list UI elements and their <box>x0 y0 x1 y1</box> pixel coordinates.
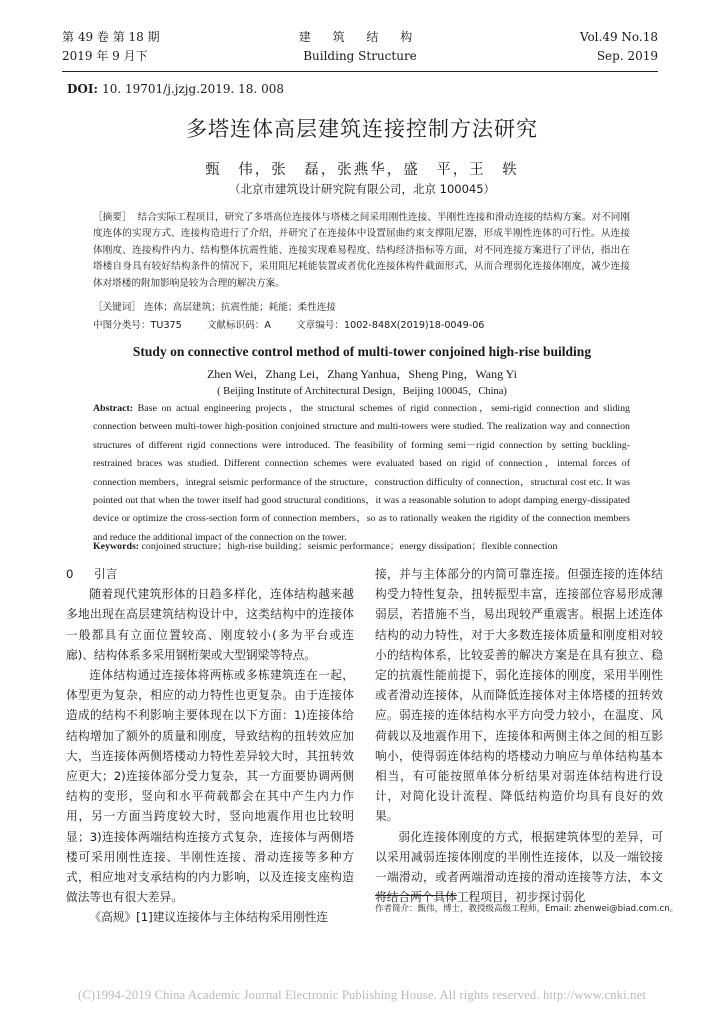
document-code: 文献标识码：A <box>206 320 271 331</box>
body-paragraph: 《高规》[1]建议连接体与主体结构采用刚性连 <box>89 910 329 925</box>
keywords-en-text: conjoined structure；high-rise building；seismic performance；energy dissipation；flexible connection <box>141 541 558 552</box>
issue-date-en: Sep. 2019 <box>596 49 658 63</box>
footnote-rule <box>375 895 457 896</box>
issue-date-cn: 2019 年 9 月下 <box>62 49 148 63</box>
journal-name-cn: 建 筑 结 构 <box>298 30 422 44</box>
keywords-cn-label: ［关键词］ <box>93 302 141 313</box>
article-number: 文章编号：1002-848X(2019)18-0049-06 <box>296 320 485 331</box>
keywords-en <box>93 538 634 552</box>
authors-en: Zhen Wei，Zhang Lei，Zhang Yanhua，Sheng Ping，Wang Yi <box>206 367 518 381</box>
copyright-watermark: (C)1994-2019 China Academic Journal Electronic Publishing House. All rights reserved. http://www.cnki.net <box>77 988 646 1002</box>
journal-name-en: Building Structure <box>303 49 417 63</box>
body-column-right <box>375 564 663 907</box>
body-column-left <box>66 564 354 928</box>
body-paragraph: 接，并与主体部分的内筒可靠连接。但强连接的连体结构受力特性复杂，扭转振型丰富，连接部位容易形成薄弱层，若措施不当，易出现较严重震害。根据上述连体结构的动力特性，对于大多数连接体质量和刚度相对较小的结构体系，比较妥善的解决方案是在具有独立、稳定的抗震性能前提下，弱化连接体的刚度，采用半刚性或者滑动连接体，从而降低连接体对主体塔楼的扭转效应。弱连接的连体结构水平方向受力较小，在温度、风荷载以及地震作用下，连接体和两侧主体之间的相互影响小，使得弱连体结构的塔楼动力响应与单体结构基本相当，有可能按照单体分析结果对弱连体结构进行设计，对简化设计流程、降低结构造价均具有良好的效果。 <box>375 567 663 824</box>
keywords-cn-text: 连体；高层建筑；抗震性能；耗能；柔性连接 <box>144 302 336 313</box>
affiliation-cn: （北京市建筑设计研究院有限公司，北京 100045） <box>228 182 496 196</box>
keywords-cn <box>93 299 336 313</box>
abstract-en-label: Abstract: <box>93 403 134 414</box>
authors-cn: 甄 伟，张 磊，张燕华，盛 平，王 轶 <box>205 162 519 178</box>
issue-volume: 第 49 卷 第 18 期 <box>62 30 160 44</box>
doi-label: DOI: <box>67 82 98 96</box>
affiliation-en: ( Beijing Institute of Architectural Design，Beijing 100045，China) <box>217 386 507 397</box>
body-paragraph: 连体结构通过连接体将两栋或多栋建筑连在一起，体型更为复杂，相应的动力特性也更复杂。由于连接体造成的结构不利影响主要体现在以下方面：1)连接体给结构增加了额外的质量和刚度，导致结构的扭转效应加大，当连接体两侧塔楼动力特性差异较大时，其扭转效应更大；2)连接体部分受力复杂，其一方面要协调两侧结构的变形，竖向和水平荷载都会在其中产生内力作用，另一方面当跨度较大时，竖向地震作用也比较明显；3)连接体两端结构连接方式复杂，连接体与两侧塔楼可采用刚性连接、半刚性连接、滑动连接等多种方式，相应地对支承结构的内力影响，以及连接支座构造做法等也有很大差异。 <box>66 668 354 905</box>
abstract-en <box>93 400 630 547</box>
author-footnote: 作者简介：甄伟，博士，教授级高级工程师，Email: zhenwei@biad.com.cn。 <box>375 904 679 914</box>
clc-number: 中图分类号：TU375 <box>93 320 182 331</box>
doi <box>67 82 284 96</box>
running-header <box>62 28 658 74</box>
section-heading <box>66 564 354 584</box>
doi-value: 10. 19701/j.jzjg.2019. 18. 008 <box>102 82 284 96</box>
section-title: 引言 <box>94 567 118 581</box>
body-paragraph: 随着现代建筑形体的日趋多样化，连体结构越来越多地出现在高层建筑结构设计中，这类结构中的连接体一般都具有立面位置较高、刚度较小(多为平台或连廊)、结构体系多采用钢桁架或大型钢梁等特点。 <box>66 587 354 662</box>
abstract-cn-label: ［摘要］ <box>93 212 132 223</box>
article-title-cn: 多塔连体高层建筑连接控制方法研究 <box>186 117 538 141</box>
abstract-cn <box>93 210 630 292</box>
journal-name <box>62 28 658 66</box>
keywords-en-label: Keywords: <box>93 541 140 552</box>
classification-line <box>93 317 630 331</box>
issue-info-en <box>580 28 658 66</box>
body-paragraph: 弱化连接体刚度的方式，根据建筑体型的差异，可以采用减弱连接体刚度的半刚性连接体，以及一端铰接一端滑动，或者两端滑动连接的滑动连接等方法，本文将结合两个具体工程项目，初步探讨弱化 <box>375 829 663 905</box>
abstract-cn-text: 结合实际工程项目，研究了多塔高位连接体与塔楼之间采用刚性连接、半刚性连接和滑动连接的结构方案。对不同刚度连体的实现方式、连接构造进行了介绍，并研究了在连接体中设置屈曲约束支撑阻尼器，形成半刚性连体的可行性。从连接体刚度、连接构件内力、结构整体抗震性能、连接实现难易程度、结构经济指标等方面，对不同连接方案进行了评估，指出在塔楼自身具有较好结构条件的情况下，采用阻尼耗能装置或者优化连接体构件截面形式，从而合理弱化连接体刚度，减少连接体对塔楼的附加影响是较为合理的解决方案。 <box>93 212 631 289</box>
volume-en: Vol.49 No.18 <box>579 30 658 44</box>
article-title-en: Study on connective control method of multi-tower conjoined high-rise building <box>132 344 592 359</box>
section-number: 0 <box>66 567 74 581</box>
header-rule <box>62 71 658 72</box>
abstract-en-text: Base on actual engineering projects，the structural schemes of rigid connection，semi-rigid connection and sliding connection between multi-tower high-position conjoined structure and multi-towers were studied. The realization way and connection structures of different rigid connections were introduced. The feasibility of forming semi－rigid connection by setting buckling-restrained braces was studied. Different connection schemes were evaluated based on rigid of connection，internal forces of connection members，integral seismic performance of the structure，construction difficulty of connection，structural cost etc. It was pointed out that when the tower itself had good structural conditions，it was a reasonable solution to adopt damping energy-dissipated device or optimize the cross-section form of connection members，so as to rationally weaken the rigidity of the connection members and reduce the additional impact of the connection on the tower. <box>93 403 630 543</box>
